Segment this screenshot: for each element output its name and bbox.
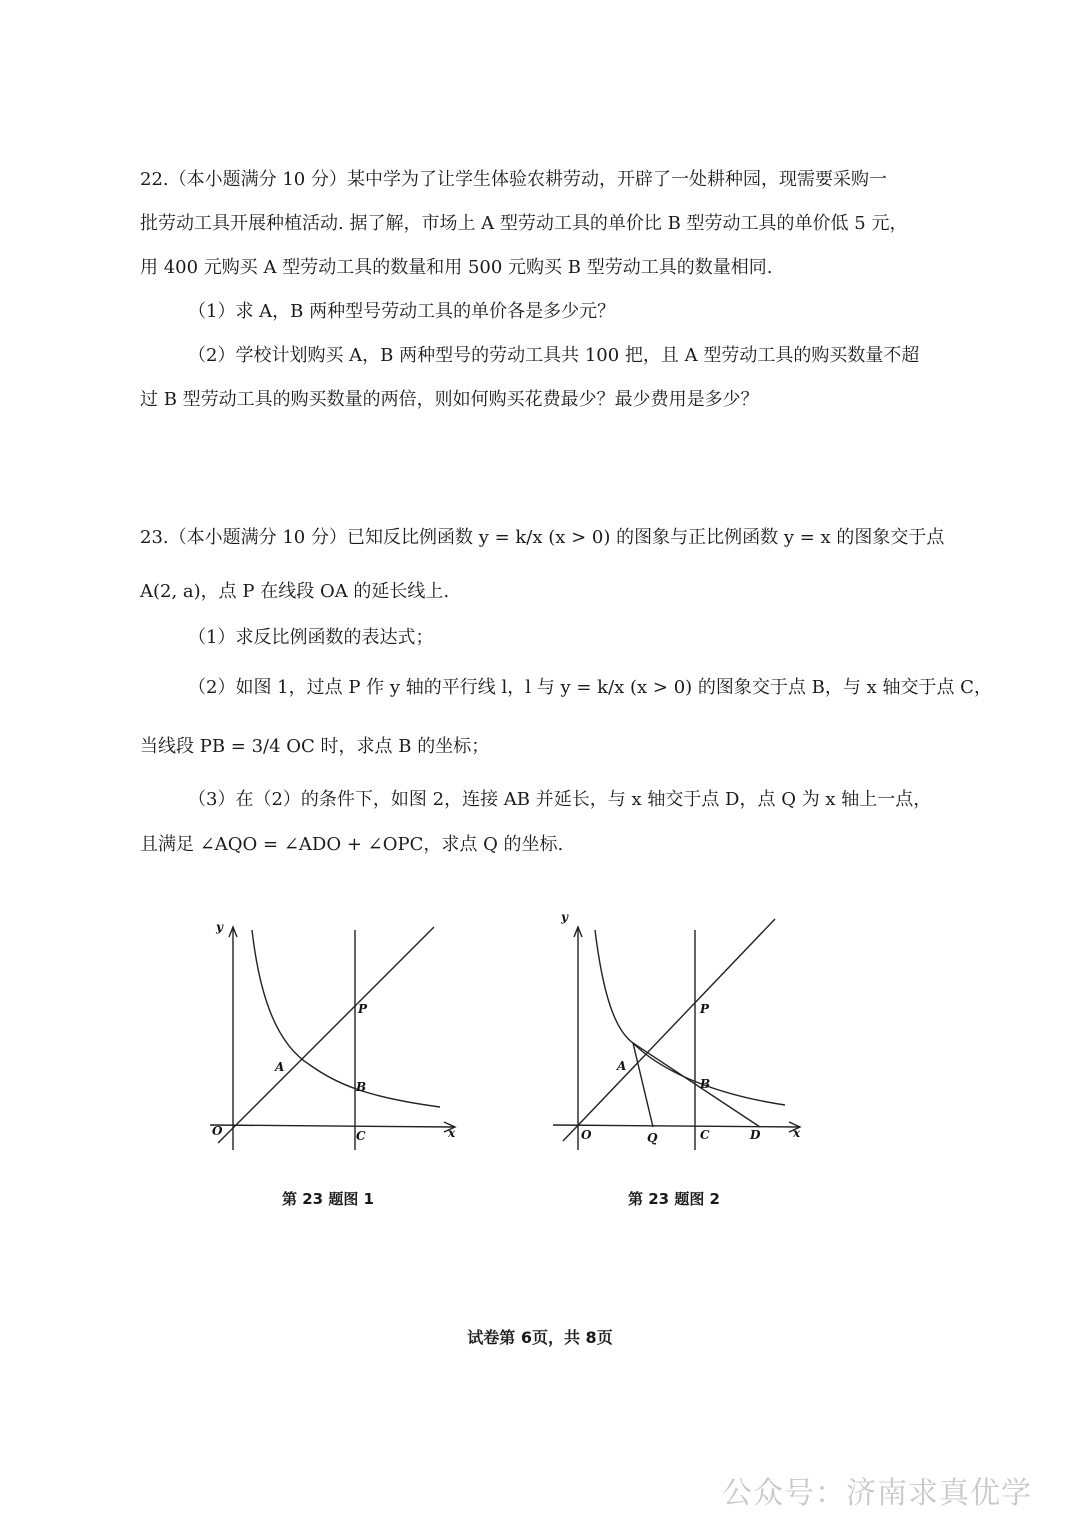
q22-part2: （2）学校计划购买 A，B 两种型号的劳动工具共 100 把，且 A 型劳动工具的购买数量不超 <box>188 345 920 366</box>
fig2-label-C: C <box>700 1128 710 1142</box>
fig2-label-D: D <box>750 1128 761 1142</box>
q22-line-3: 用 400 元购买 A 型劳动工具的数量和用 500 元购买 B 型劳动工具的数量相同. <box>140 257 773 278</box>
fig2-line-y-eq-x <box>563 919 775 1141</box>
watermark: 公众号：济南求真优学 <box>722 1476 1032 1511</box>
q23-part3: （3）在（2）的条件下，如图 2，连接 AB 并延长，与 x 轴交于点 D，点 Q 为 x 轴上一点， <box>188 789 932 810</box>
q23-line-1: 23.（本小题满分 10 分）已知反比例函数 y = k/x (x > 0) 的图象与正比例函数 y = x 的图象交于点 <box>140 527 945 548</box>
fig2-label-O: O <box>581 1128 592 1142</box>
fig1-label-C: C <box>356 1129 366 1143</box>
fig2-label-A: A <box>617 1059 627 1073</box>
fig1-label-O: O <box>212 1124 223 1138</box>
q23-part3-cont: 且满足 ∠AQO = ∠ADO + ∠OPC，求点 Q 的坐标. <box>140 834 564 855</box>
fig1-label-A: A <box>275 1060 285 1074</box>
fig2-hyperbola <box>595 930 785 1105</box>
q23-part1: （1）求反比例函数的表达式； <box>188 627 434 648</box>
q22-line-1: 22.（本小题满分 10 分）某中学为了让学生体验农耕劳动，开辟了一处耕种园，现需要采购一 <box>140 169 887 190</box>
fig1-label-y: y <box>216 920 223 934</box>
fig2-label-Q: Q <box>647 1131 658 1145</box>
fig1-label-B: B <box>356 1080 367 1094</box>
fig1-label-P: P <box>358 1002 368 1016</box>
fig1-caption: 第 23 题图 1 <box>282 1190 374 1208</box>
fig2-segment-AQ <box>633 1043 653 1127</box>
figure-2 <box>545 905 815 1155</box>
figure-1 <box>200 905 470 1155</box>
fig2-x-axis <box>553 1125 800 1127</box>
page-footer: 试卷第 6页，共 8页 <box>467 1328 613 1347</box>
q23-line-2: A(2, a)，点 P 在线段 OA 的延长线上. <box>140 581 450 602</box>
fig2-caption: 第 23 题图 2 <box>628 1190 720 1208</box>
fig2-label-P: P <box>700 1002 710 1016</box>
fig1-line-y-eq-x <box>218 927 434 1143</box>
q22-line-2: 批劳动工具开展种植活动. 据了解，市场上 A 型劳动工具的单价比 B 型劳动工具的单价低 5 元， <box>140 213 908 234</box>
fig2-label-x: x <box>793 1126 801 1140</box>
fig2-segment-AD <box>633 1043 760 1127</box>
q22-part2-cont: 过 B 型劳动工具的购买数量的两倍，则如何购买花费最少？最少费用是多少？ <box>140 389 759 410</box>
fig2-label-B: B <box>700 1077 711 1091</box>
q23-part2-cont: 当线段 PB = 3/4 OC 时，求点 B 的坐标； <box>140 736 490 757</box>
fig1-x-axis <box>210 1125 455 1127</box>
fig1-label-x: x <box>448 1126 456 1140</box>
q23-part2: （2）如图 1，过点 P 作 y 轴的平行线 l，l 与 y = k/x (x > 0) 的图象交于点 B，与 x 轴交于点 C， <box>188 677 992 698</box>
q22-part1: （1）求 A，B 两种型号劳动工具的单价各是多少元？ <box>188 301 616 322</box>
fig2-label-y: y <box>561 910 568 924</box>
